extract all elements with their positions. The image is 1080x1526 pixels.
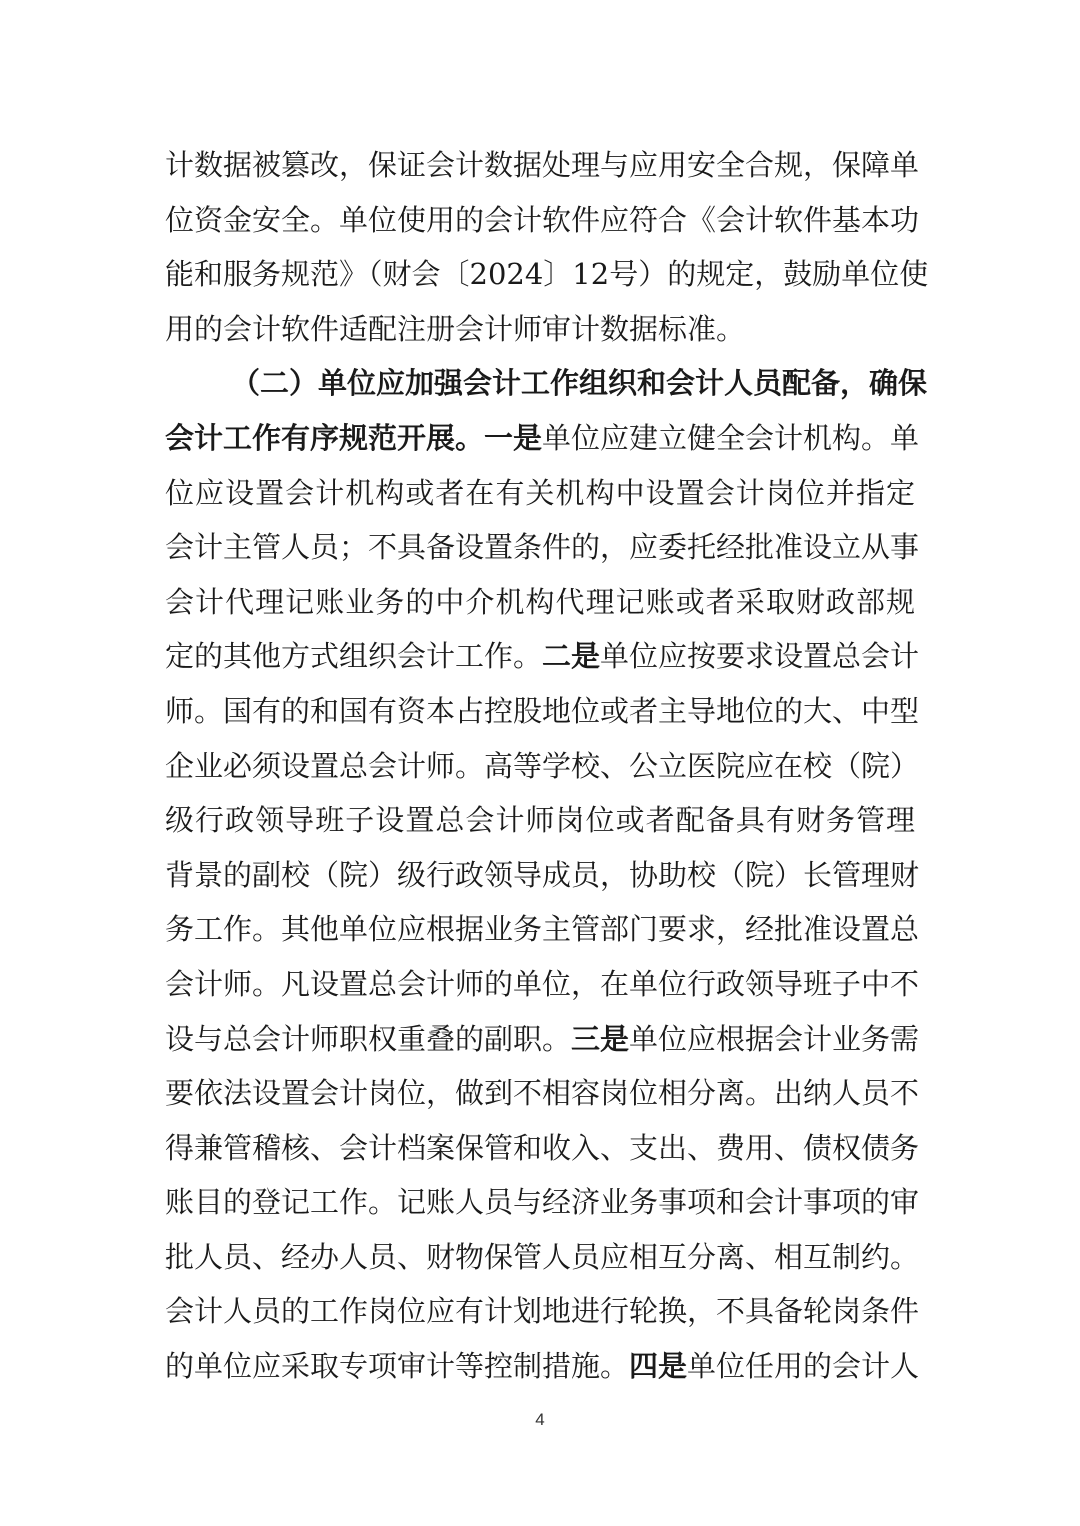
text-line: 位资金安全。单位使用的会计软件应符合《会计软件基本功 [165,202,920,237]
text-line [165,629,920,684]
section-heading-line: （二）单位应加强会计工作组织和会计人员配备，确保 [231,366,928,401]
text-line: 背景的副校（院）级行政领导成员，协助校（院）长管理财 [165,857,920,892]
text-line: 会计主管人员；不具备设置条件的，应委托经批准设立从事 [165,530,920,565]
text-line [165,1339,920,1394]
item-marker-one: 一是 [484,420,543,455]
text-line: 会计代理记账业务的中介机构代理记账或者采取财政部规 [165,584,915,619]
text-line: 企业必须设置总会计师。高等学校、公立医院应在校（院） [165,748,920,783]
item-marker-two: 二是 [542,639,601,674]
text-line: 会计师。凡设置总会计师的单位，在单位行政领导班子中不 [165,966,920,1001]
text-line: 会计人员的工作岗位应有计划地进行轮换，不具备轮岗条件 [165,1294,920,1329]
text-segment: 的单位应采取专项审计等控制措施。 [165,1349,630,1384]
body-text [165,138,929,1394]
text-segment: 单位应根据会计业务需 [629,1021,920,1056]
text-segment: 设与总会计师职权重叠的副职。 [165,1021,572,1056]
page-number: 4 [535,1410,545,1429]
item-marker-three: 三是 [571,1021,630,1056]
text-line: 位应设置会计机构或者在有关机构中设置会计岗位并指定 [165,475,915,510]
text-line: 务工作。其他单位应根据业务主管部门要求，经批准设置总 [165,912,920,947]
text-line: 得兼管稽核、会计档案保管和收入、支出、费用、债权债务 [165,1130,920,1165]
text-line: 要依法设置会计岗位，做到不相容岗位相分离。出纳人员不 [165,1076,920,1111]
text-line [165,1012,920,1067]
item-marker-four: 四是 [629,1349,688,1384]
text-line: 批人员、经办人员、财物保管人员应相互分离、相互制约。 [165,1239,920,1274]
text-segment: 定的其他方式组织会计工作。 [165,639,543,674]
text-segment: 单位应建立健全会计机构。单 [542,420,920,455]
section-heading-end: 会计工作有序规范开展。 [165,420,485,455]
text-line: 计数据被篡改，保证会计数据处理与应用安全合规，保障单 [165,148,920,182]
text-line [165,411,920,466]
text-line: 师。国有的和国有资本占控股地位或者主导地位的大、中型 [165,693,920,728]
text-segment: 单位任用的会计人 [687,1349,920,1384]
text-line: 能和服务规范》（财会〔2024〕12号）的规定，鼓励单位使 [165,257,929,292]
text-line: 账目的登记工作。记账人员与经济业务事项和会计事项的审 [165,1185,920,1220]
text-line: 级行政领导班子设置总会计师岗位或者配备具有财务管理 [165,803,915,838]
text-line: 用的会计软件适配注册会计师审计数据标准。 [165,311,746,346]
text-segment: 单位应按要求设置总会计 [600,639,920,674]
